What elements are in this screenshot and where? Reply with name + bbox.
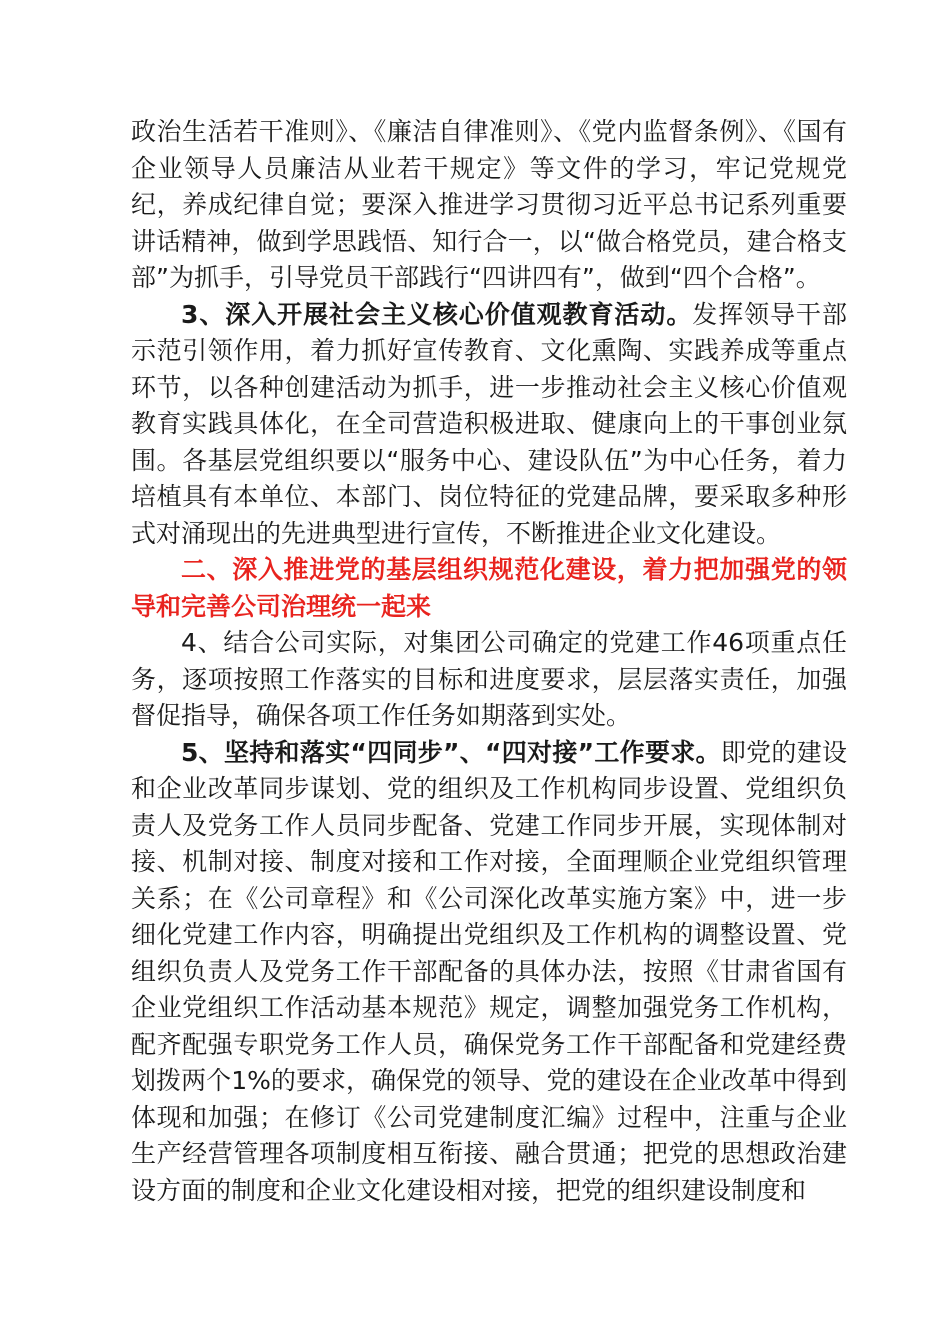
item-5-body: 即党的建设和企业改革同步谋划、党的组织及工作机构同步设置、党组织负责人及党务工作人员同步配备、党建工作同步开展，实现体制对接、机制对接、制度对接和工作对接，全面理顺企业党组织管理关系；在《公司章程》和《公司深化改革实施方案》中，进一步细化党建工作内容，明确提出党组织及工作机构的调整设置、党组织负责人及党务工作干部配备的具体办法，按照《甘肃省国有企业党组织工作活动基本规范》规定，调整加强党务工作机构，配齐配强专职党务工作人员，确保党务工作干部配备和党建经费划拨两个1%的要求，确保党的领导、党的建设在企业改革中得到体现和加强；在修订《公司党建制度汇编》过程中，注重与企业生产经营管理各项制度相互衔接、融合贯通；把党的思想政治建设方面的制度和企业文化建设相对接，把党的组织建设制度和 [131,737,847,1205]
continuation-paragraph: 政治生活若干准则》、《廉洁自律准则》、《党内监督条例》、《国有企业领导人员廉洁从业若干规定》等文件的学习，牢记党规党纪，养成纪律自觉；要深入推进学习贯彻习近平总书记系列重要讲话精神，做到学思践悟、知行合一，以“做合格党员，建合格支部”为抓手，引导党员干部践行“四讲四有”，做到“四个合格”。 [131,117,847,292]
item-3-lead: 3、深入开展社会主义核心价值观教育活动。 [181,299,693,329]
item-3-paragraph [131,297,847,553]
item-5-paragraph [131,735,847,1210]
item-4-paragraph: 4、结合公司实际，对集团公司确定的党建工作46项重点任务，逐项按照工作落实的目标和进度要求，层层落实责任，加强督促指导，确保各项工作任务如期落到实处。 [131,628,847,730]
section-2-heading: 二、深入推进党的基层组织规范化建设，着力把加强党的领导和完善公司治理统一起来 [131,555,847,621]
item-3-body: 发挥领导干部示范引领作用，着力抓好宣传教育、文化熏陶、实践养成等重点环节，以各种创建活动为抓手，进一步推动社会主义核心价值观教育实践具体化，在全司营造积极进取、健康向上的干事创业氛围。各基层党组织要以“服务中心、建设队伍”为中心任务，着力培植具有本单位、本部门、岗位特征的党建品牌，要采取多种形式对涌现出的先进典型进行宣传，不断推进企业文化建设。 [131,299,847,548]
document-page [131,114,847,1209]
item-5-lead: 5、坚持和落实“四同步”、“四对接”工作要求。 [181,737,721,767]
